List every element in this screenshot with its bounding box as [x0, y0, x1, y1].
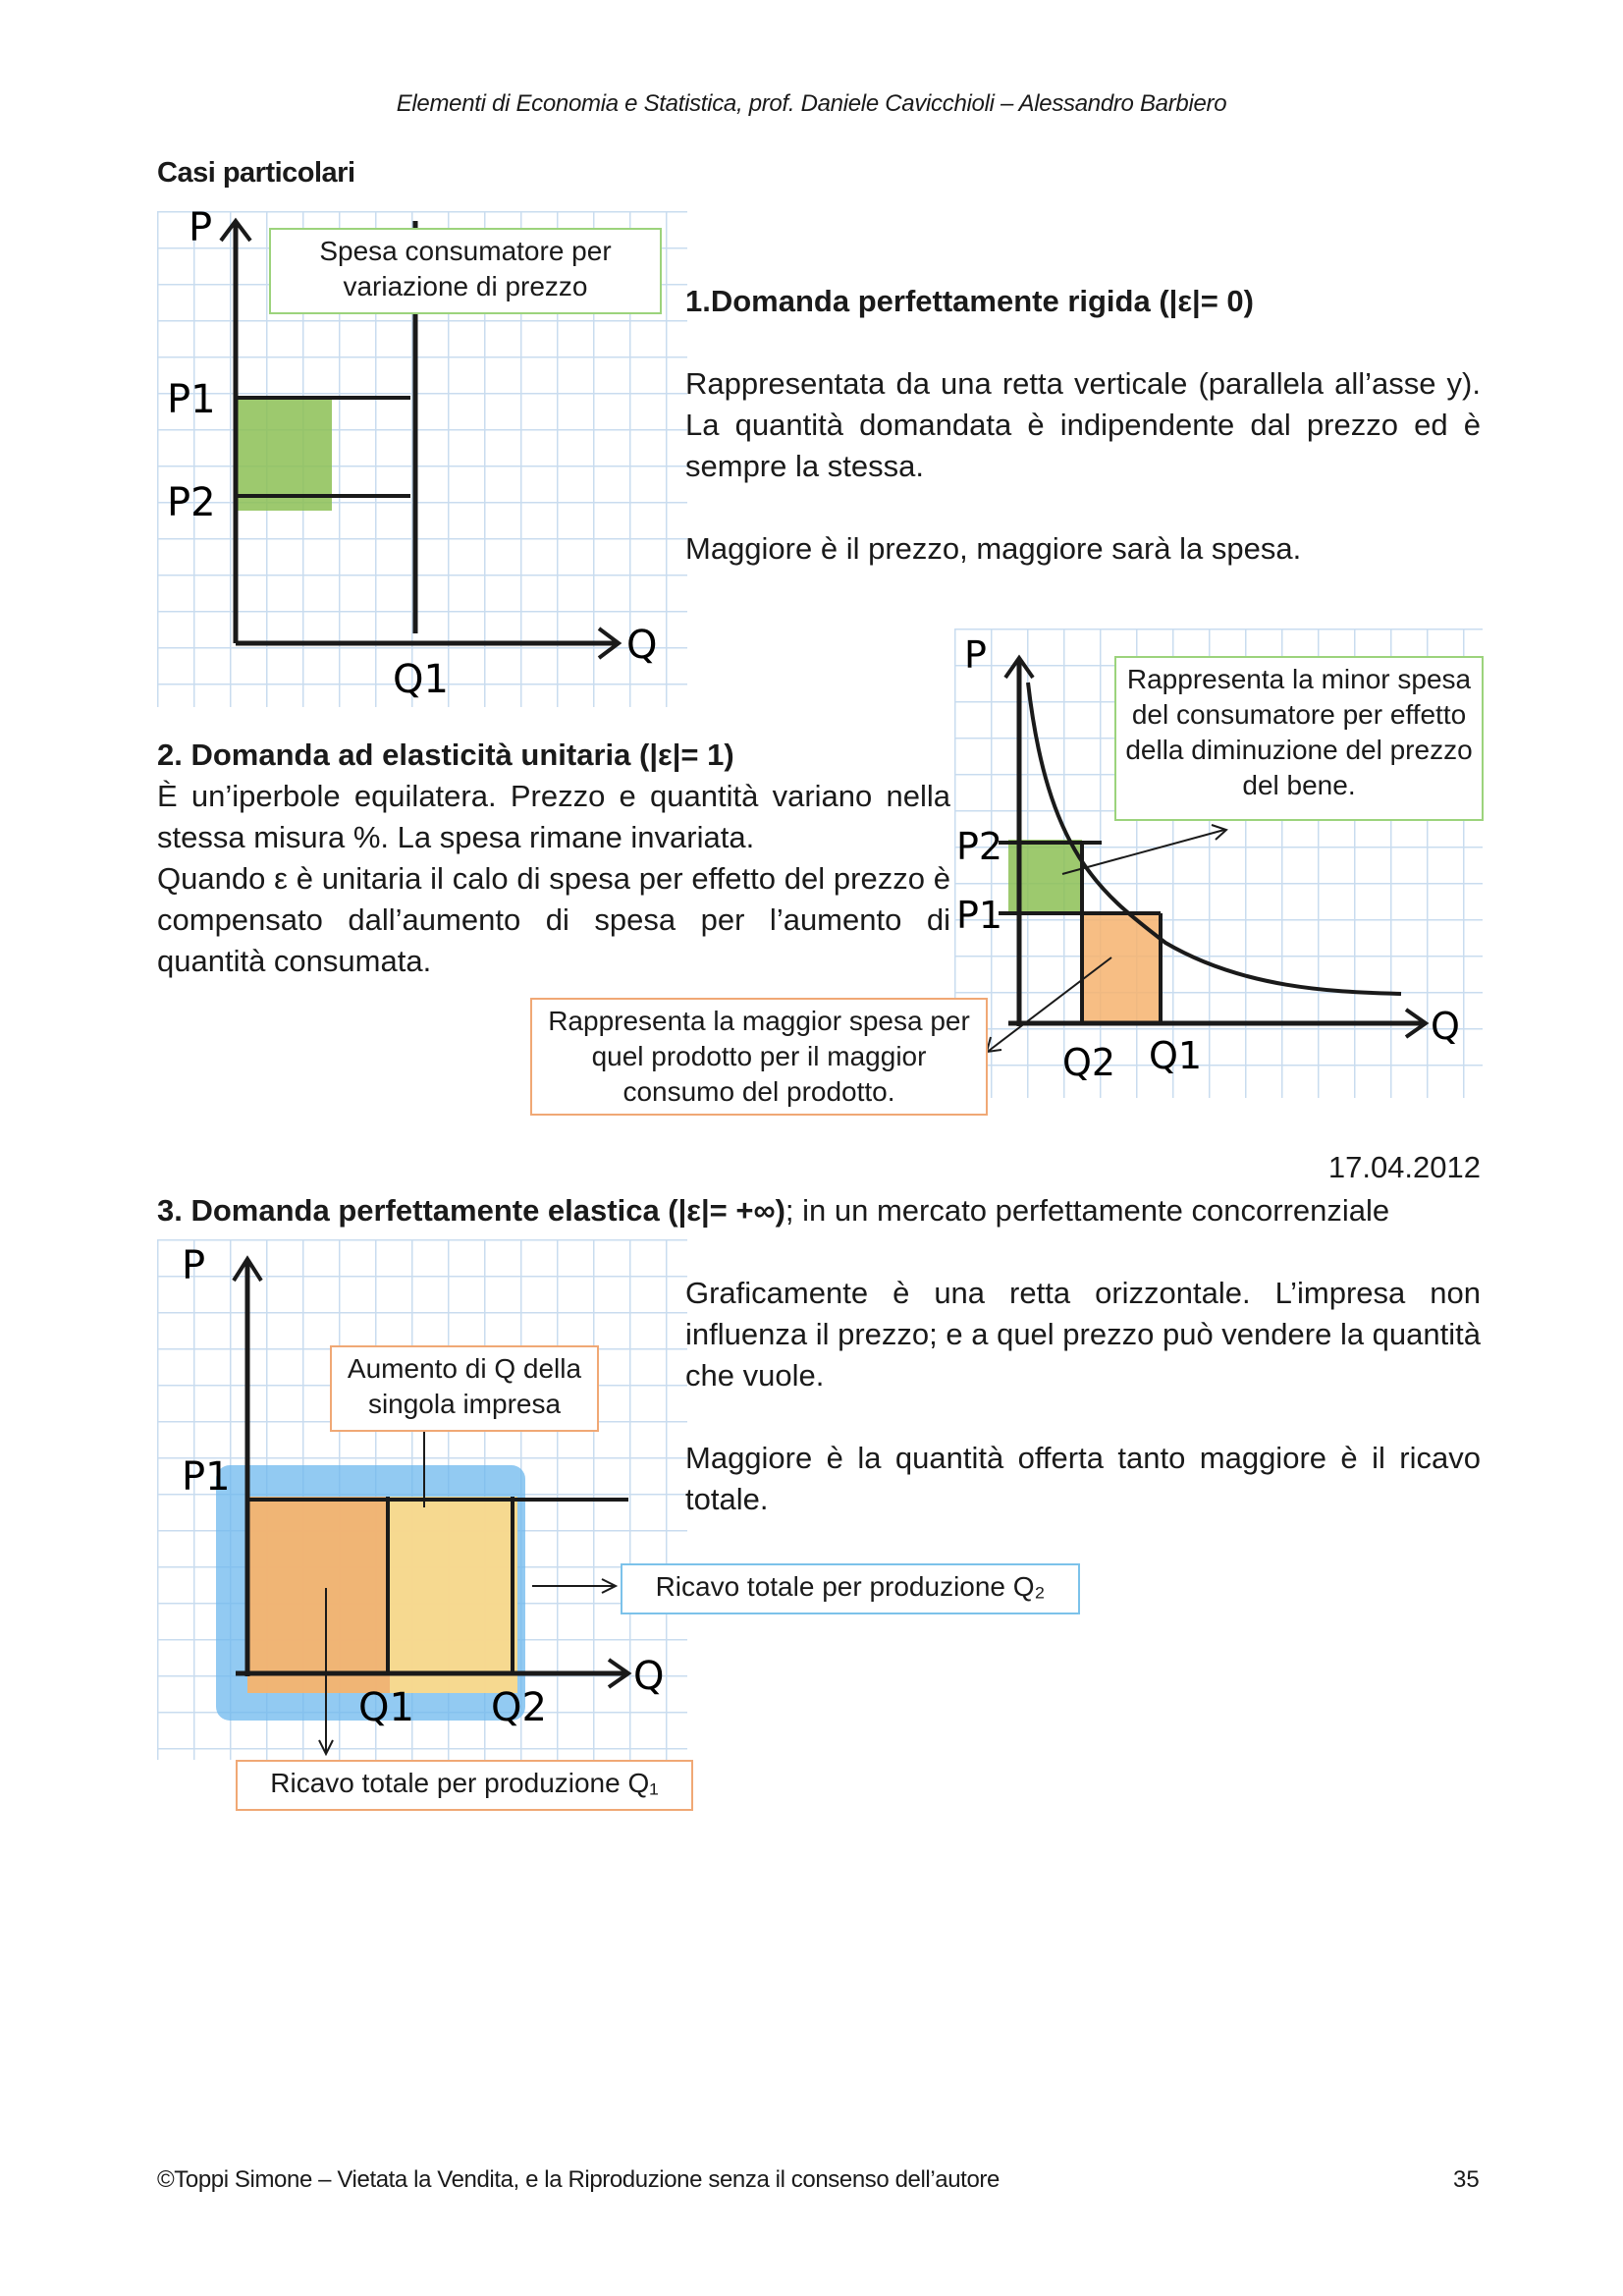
box-spending-variation: Spesa consumatore per variazione di prezzo [269, 228, 662, 314]
label-q1: Q1 [358, 1685, 414, 1730]
case2-heading: 2. Domanda ad elasticità unitaria (|ε|= 1) [157, 738, 734, 772]
date: 17.04.2012 [1327, 1150, 1481, 1184]
box-major-spending: Rappresenta la maggior spesa per quel prodotto per il maggior consumo del prodotto. [530, 998, 988, 1116]
label-p2: P2 [956, 825, 1003, 868]
label-q: Q [1431, 1005, 1460, 1048]
box-revenue-q1: Ricavo totale per produzione Q₁ [236, 1760, 693, 1811]
label-q: Q [633, 1654, 665, 1699]
box-minor-spending: Rappresenta la minor spesa del consumatore per effetto della diminuzione del prezzo del bene. [1114, 656, 1484, 821]
case1-para1: Rappresentata da una retta verticale (parallela all’asse y). La quantità domandata è indipendente dal prezzo ed è sempre la stessa. [685, 366, 1481, 483]
case1-heading: 1.Domanda perfettamente rigida (|ε|= 0) [685, 284, 1254, 318]
label-p: P [189, 211, 213, 250]
label-p1: P1 [956, 894, 1003, 937]
box-revenue-q2: Ricavo totale per produzione Q₂ [621, 1563, 1080, 1614]
section-title: Casi particolari [157, 157, 355, 189]
case3-para1: Graficamente è una retta orizzontale. L’impresa non influenza il prezzo; e a quel prezzo può vendere la quantità che vuole. [685, 1276, 1481, 1393]
box-quantity-increase: Aumento di Q della singola impresa [330, 1345, 599, 1432]
page-number: 35 [1453, 2166, 1480, 2193]
orange-revenue-q1 [247, 1497, 390, 1693]
case3-heading-rest: ; in un mercato perfettamente concorrenziale [784, 1193, 1390, 1228]
page-header: Elementi di Economia e Statistica, prof. Daniele Cavicchioli – Alessandro Barbiero [396, 90, 1227, 117]
case2-para1: È un’iperbole equilatera. Prezzo e quantità variano nella stessa misura %. La spesa rimane invariata. [157, 779, 950, 854]
case2-para2: Quando ε è unitaria il calo di spesa per effetto del prezzo è compensato dall’aumento di spesa per l’aumento di quantità consumata. [157, 861, 950, 978]
case3-heading-bold: 3. Domanda perfettamente elastica (|ε|= +∞) [157, 1193, 785, 1228]
case3-para2: Maggiore è la quantità offerta tanto maggiore è il ricavo totale. [685, 1441, 1481, 1516]
label-q1: Q1 [393, 657, 449, 702]
graph-perfectly-elastic-drawing [157, 1239, 687, 1760]
footer-copyright: ©Toppi Simone – Vietata la Vendita, e la Riproduzione senza il consenso dell’autore [157, 2166, 1000, 2193]
label-p: P [964, 633, 987, 677]
case3-heading [157, 1190, 1492, 1231]
label-p: P [182, 1243, 206, 1288]
rigid-spending-area [234, 398, 332, 511]
yellow-revenue-increase [390, 1497, 517, 1693]
label-p1: P1 [182, 1454, 231, 1500]
case1-para2: Maggiore è il prezzo, maggiore sarà la spesa. [685, 531, 1302, 566]
label-p1: P1 [167, 377, 216, 422]
label-q: Q [626, 623, 658, 668]
label-p2: P2 [167, 480, 216, 525]
label-q2: Q2 [1062, 1041, 1116, 1084]
label-q2: Q2 [491, 1685, 547, 1730]
label-q1: Q1 [1149, 1034, 1203, 1077]
